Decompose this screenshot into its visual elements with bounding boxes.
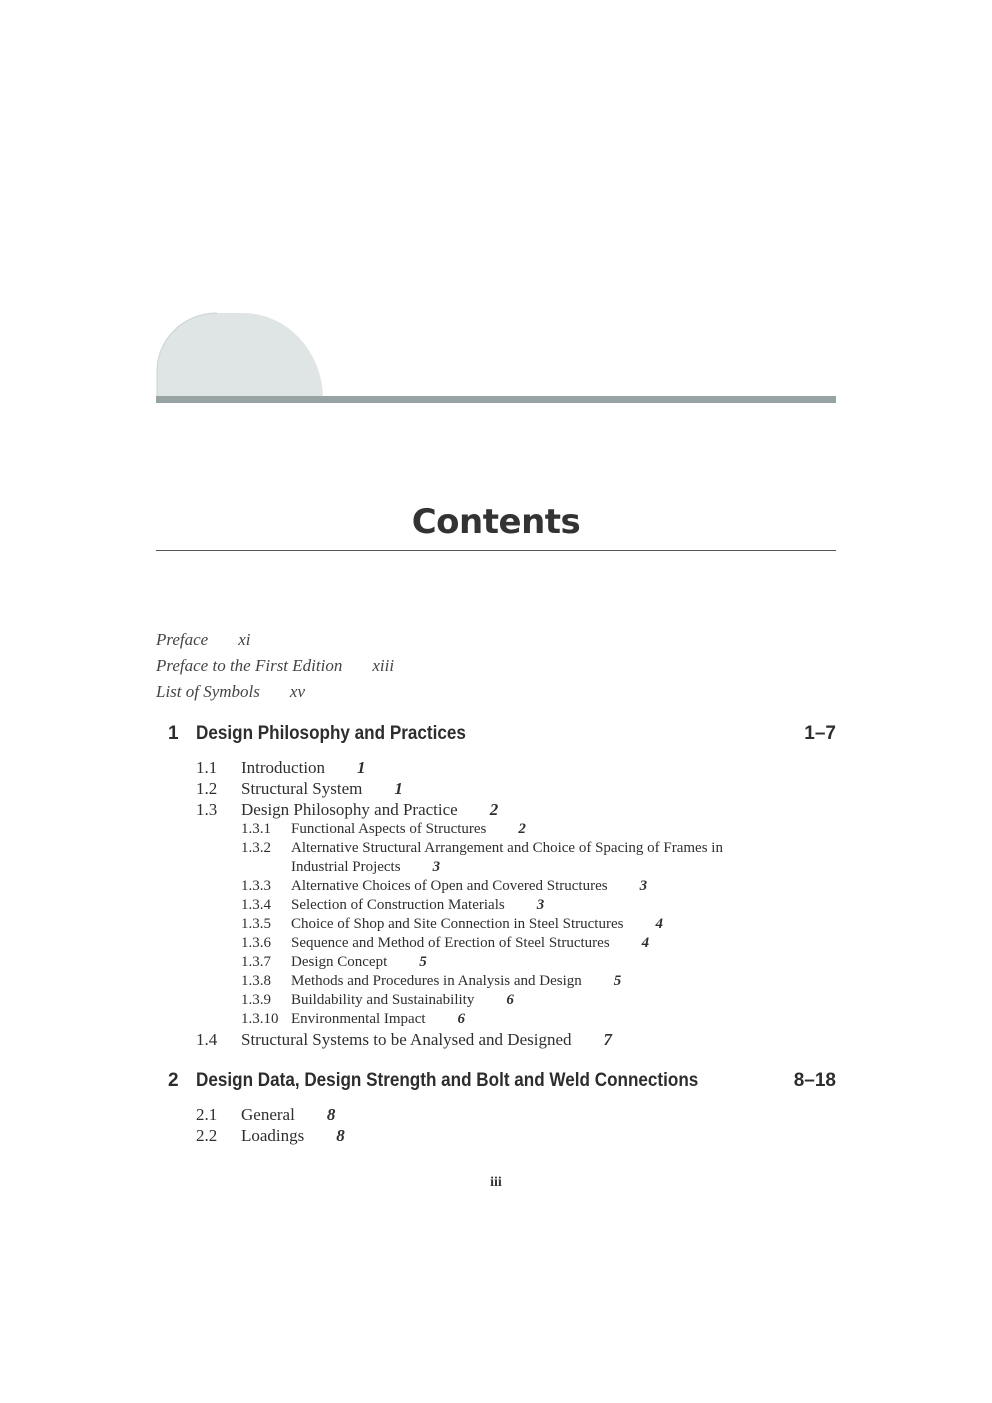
section-title: Introduction (241, 758, 326, 777)
front-matter-label: List of Symbols (156, 682, 260, 701)
section-title-line (241, 758, 366, 778)
subsection-number: 1.3.4 (241, 897, 271, 913)
subsection-number: 1.3.6 (241, 935, 271, 951)
front-matter-list-of-symbols[interactable] (156, 682, 305, 702)
subsection-title: Environmental Impact (291, 1011, 426, 1027)
subsection-title-line (291, 878, 647, 895)
subsection-title-line (291, 992, 514, 1009)
section-page: 1 (357, 758, 366, 777)
subsection-number: 1.3.2 (241, 840, 271, 856)
section-page: 7 (603, 1030, 613, 1049)
subsection-page: 4 (655, 916, 663, 932)
subsection-number: 1.3.8 (241, 973, 271, 989)
subsection-title: Alternative Structural Arrangement and Choice of Spacing of Frames in (291, 840, 723, 856)
subsection-number: 1.3.10 (241, 1011, 279, 1027)
section-title-line (241, 1105, 335, 1125)
section-page: 2 (489, 800, 499, 819)
section-title-line (241, 1126, 345, 1146)
chapter-title: Design Data, Design Strength and Bolt and Weld Connections (196, 1070, 699, 1091)
section-title: Structural Systems to be Analysed and Designed (241, 1030, 572, 1049)
chapter-number: 2 (168, 1070, 179, 1091)
section-title-line (241, 779, 403, 799)
subsection-title: Sequence and Method of Erection of Steel Structures (291, 935, 610, 951)
front-matter-page: xiii (372, 656, 395, 675)
section-title: Loadings (241, 1126, 305, 1145)
subsection-page: 6 (506, 992, 514, 1008)
subsection-page: 3 (536, 897, 545, 913)
subsection-title: Choice of Shop and Site Connection in Steel Structures (291, 916, 624, 932)
subsection-page: 6 (457, 1011, 466, 1027)
section-page: 8 (326, 1105, 336, 1124)
subsection-title: Design Concept (291, 954, 388, 970)
subsection-page: 2 (518, 821, 526, 837)
section-page: 8 (336, 1126, 345, 1145)
subsection-title-line (291, 1011, 465, 1028)
subsection-title-line (291, 859, 440, 876)
section-number: 1.1 (196, 758, 218, 777)
section-page: 1 (394, 779, 403, 798)
page-title: Contents (411, 502, 581, 542)
subsection-page: 5 (613, 973, 622, 989)
section-number: 1.4 (196, 1030, 218, 1049)
front-matter-preface[interactable] (156, 630, 251, 650)
subsection-number: 1.3.1 (241, 821, 271, 837)
section-title: General (241, 1105, 295, 1124)
chapter-page-range: 8–18 (793, 1070, 836, 1091)
subsection-page: 3 (432, 859, 441, 875)
front-matter-page: xi (238, 630, 251, 649)
subsection-title: Selection of Construction Materials (291, 897, 505, 913)
subsection-title-line (291, 954, 427, 971)
front-matter-preface-first-edition[interactable] (156, 656, 394, 676)
chapter-ornament-arc (155, 310, 325, 400)
subsection-page: 4 (641, 935, 650, 951)
subsection-title: Alternative Choices of Open and Covered Structures (291, 878, 608, 894)
chapter-page-range: 1–7 (804, 723, 836, 744)
section-number: 2.2 (196, 1126, 218, 1145)
subsection-number: 1.3.3 (241, 878, 271, 894)
chapter-title: Design Philosophy and Practices (196, 723, 466, 744)
subsection-page: 5 (419, 954, 427, 970)
subsection-title: Methods and Procedures in Analysis and Design (291, 973, 582, 989)
front-matter-label: Preface to the First Edition (156, 656, 343, 675)
subsection-title-line (291, 821, 526, 838)
section-title-line (241, 1030, 612, 1050)
subsection-title-continued: Industrial Projects (291, 859, 401, 875)
subsection-page: 3 (639, 878, 648, 894)
front-matter-page: xv (289, 682, 305, 701)
section-title: Structural System (241, 779, 363, 798)
subsection-title-line (291, 935, 649, 952)
subsection-title-line (291, 897, 544, 914)
title-underline (156, 550, 836, 551)
section-number: 1.2 (196, 779, 218, 798)
chapter-1-entry[interactable] (156, 723, 836, 749)
subsection-number: 1.3.7 (241, 954, 271, 970)
section-number: 2.1 (196, 1105, 218, 1124)
chapter-2-entry[interactable] (156, 1070, 836, 1096)
subsection-number: 1.3.9 (241, 992, 271, 1008)
subsection-title: Functional Aspects of Structures (291, 821, 487, 837)
front-matter-label: Preface (156, 630, 209, 649)
section-title-line (241, 800, 498, 820)
subsection-title-line (291, 973, 621, 990)
subsection-number: 1.3.5 (241, 916, 271, 932)
subsection-title: Buildability and Sustainability (291, 992, 475, 1008)
subsection-title-line (291, 916, 663, 933)
section-number: 1.3 (196, 800, 218, 819)
header-rule-thick (156, 396, 836, 403)
section-title: Design Philosophy and Practice (241, 800, 458, 819)
page-number-folio: iii (490, 1175, 502, 1190)
chapter-number: 1 (168, 723, 179, 744)
